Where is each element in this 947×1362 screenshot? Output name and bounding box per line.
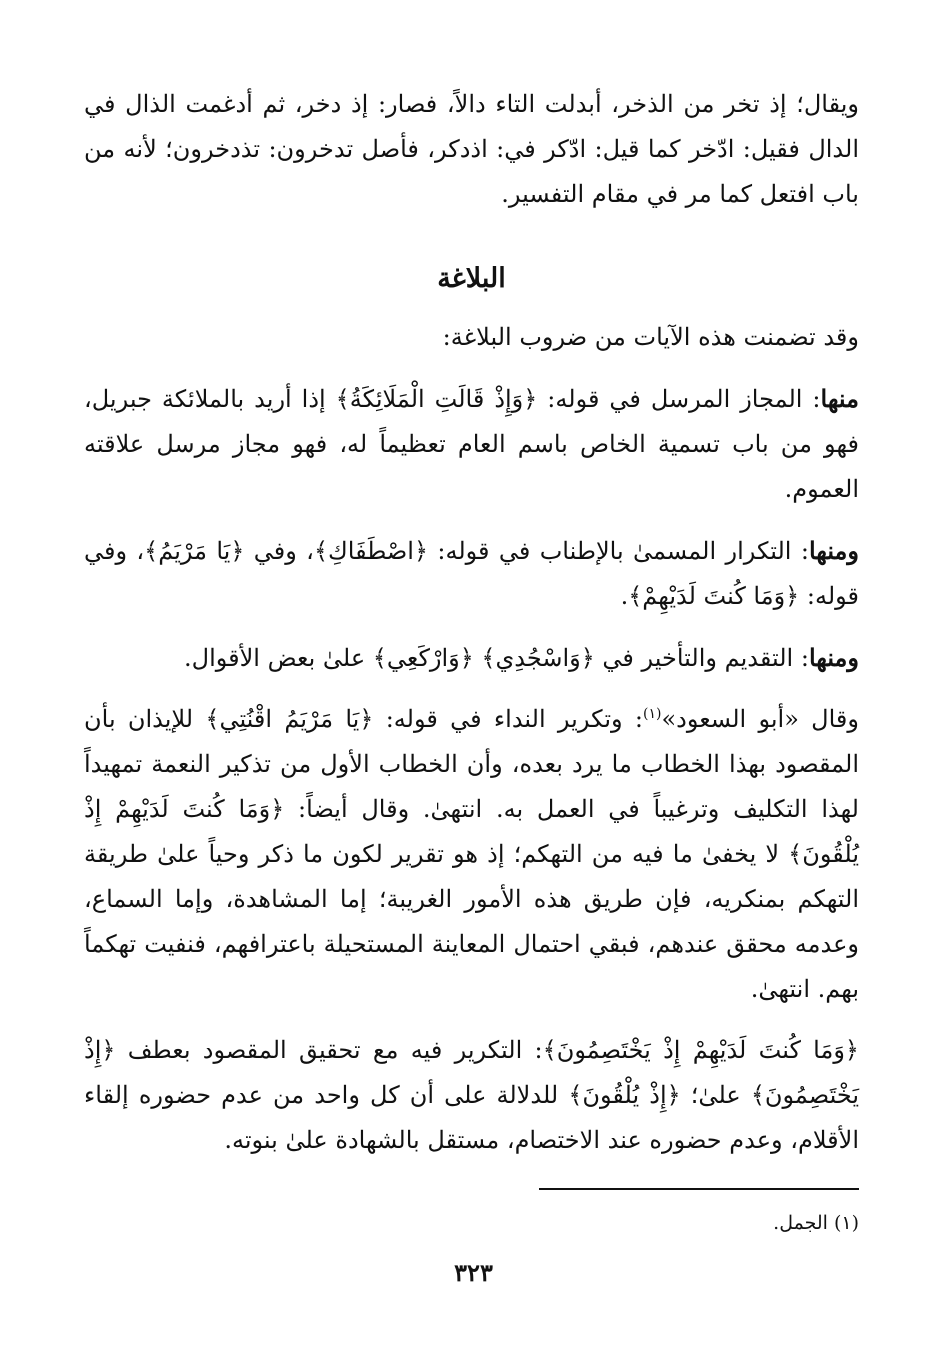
paragraph-text: : التقديم والتأخير في xyxy=(594,644,809,672)
section-intro: وقد تضمنت هذه الآيات من ضروب البلاغة: xyxy=(442,323,859,351)
paragraph-text: : المجاز المرسل في قوله: xyxy=(537,385,821,413)
quran-quote: ﴿يَا مَرْيَمُ﴾ xyxy=(144,537,245,565)
paragraph-lead: منها xyxy=(820,384,860,413)
quran-quote: ﴿وَارْكَعِي﴾ xyxy=(372,644,474,672)
quran-quote: ﴿وَإِذْ قَالَتِ الْمَلَائِكَةُ﴾ xyxy=(335,385,538,413)
quran-quote: ﴿وَمَا كُنتَ لَدَيْهِمْ إِذْ يَخْتَصِمُونَ﴾ xyxy=(542,1036,859,1064)
quran-quote: ﴿إِذْ يَخْتَصِمُونَ﴾ xyxy=(84,1036,859,1109)
paragraph-ordering xyxy=(84,635,859,681)
paragraph-repetition xyxy=(84,528,859,619)
quran-quote: ﴿اصْطَفَاكِ﴾ xyxy=(313,537,429,565)
quran-quote: ﴿وَمَا كُنتَ لَدَيْهِمْ﴾ xyxy=(628,582,800,610)
section-heading: البلاغة xyxy=(437,263,506,294)
paragraph-lead: ومنها xyxy=(808,643,859,672)
quran-quote: ﴿يَا مَرْيَمُ اقْنُتِي﴾ xyxy=(205,705,374,733)
paragraph-text: للدلالة على أن كل واحد من عدم حضوره إلقاء الأقلام، وعدم حضوره عند الاختصام، مستقل بالشهادة علىٰ بنوته. xyxy=(84,1081,859,1154)
paragraph-text: : التكرار المسمىٰ بالإطناب في قوله: xyxy=(428,537,809,565)
quran-quote: ﴿وَاسْجُدِي﴾ xyxy=(481,644,595,672)
paragraph-text: إذا أريد بالملائكة جبريل، فهو من باب تسمية الخاص باسم العام تعظيماً له، فهو مجاز مرسل علاقته العموم. xyxy=(84,385,859,503)
paragraph-text: : التكرير فيه مع تحقيق المقصود بعطف xyxy=(115,1036,543,1064)
paragraph-metonymy xyxy=(84,376,859,512)
paragraph-text: ، وفي قوله: xyxy=(84,537,859,610)
paragraph-text: علىٰ؛ xyxy=(680,1081,751,1109)
quran-quote: ﴿إِذْ يُلْقُونَ﴾ xyxy=(568,1081,681,1109)
paragraph-abu-saud xyxy=(84,697,859,1012)
quran-quote: ﴿وَمَا كُنتَ لَدَيْهِمْ إِذْ يُلْقُونَ﴾ xyxy=(84,795,859,868)
paragraph-text: لا يخفىٰ ما فيه من التهكم؛ إذ هو تقرير لكون ما ذكر وحياً علىٰ طريقة التهكم بمنكريه، فإن طريق هذه الأمور الغريبة؛ إما المشاهدة، وإما السماع، وعدمه محقق عندهم، فبقي احتمال المعاينة المستحيلة باعترافهم، فنفيت تهكماً بهم. انتهىٰ. xyxy=(84,840,859,1003)
footnote-marker: (١) xyxy=(642,706,662,722)
footnote-divider xyxy=(539,1188,859,1190)
paragraph-dispute xyxy=(84,1028,859,1163)
intro-paragraph: ويقال؛ إذ تخر من الذخر، أبدلت التاء دالاً، فصار: إذ دخر، ثم أدغمت الذال في الدال فقيل: ادّخر كما قيل: ادّكر في: اذدكر، فأصل تدخرون: تذدخرون؛ لأنه من باب افتعل كما مر في مقام التفسير. xyxy=(84,90,860,208)
footnote: (١) الجمل. xyxy=(773,1212,859,1234)
paragraph-lead: ومنها xyxy=(808,536,859,565)
paragraph-text: ، وفي xyxy=(244,537,314,565)
paragraph-text: وقال «أبو السعود» xyxy=(661,705,859,733)
paragraph-text: للإيذان بأن المقصود بهذا الخطاب ما يرد بعده، وأن الخطاب الأول من تذكير النعمة تمهيداً لهذا التكليف وترغيباً في العمل به. انتهىٰ. وقال أيضاً: xyxy=(84,705,859,823)
page-number: ٣٢٣ xyxy=(454,1258,493,1287)
paragraph-text: . xyxy=(620,582,629,610)
paragraph-text: : وتكرير النداء في قوله: xyxy=(373,705,643,733)
paragraph-text: علىٰ بعض الأقوال. xyxy=(184,644,373,672)
